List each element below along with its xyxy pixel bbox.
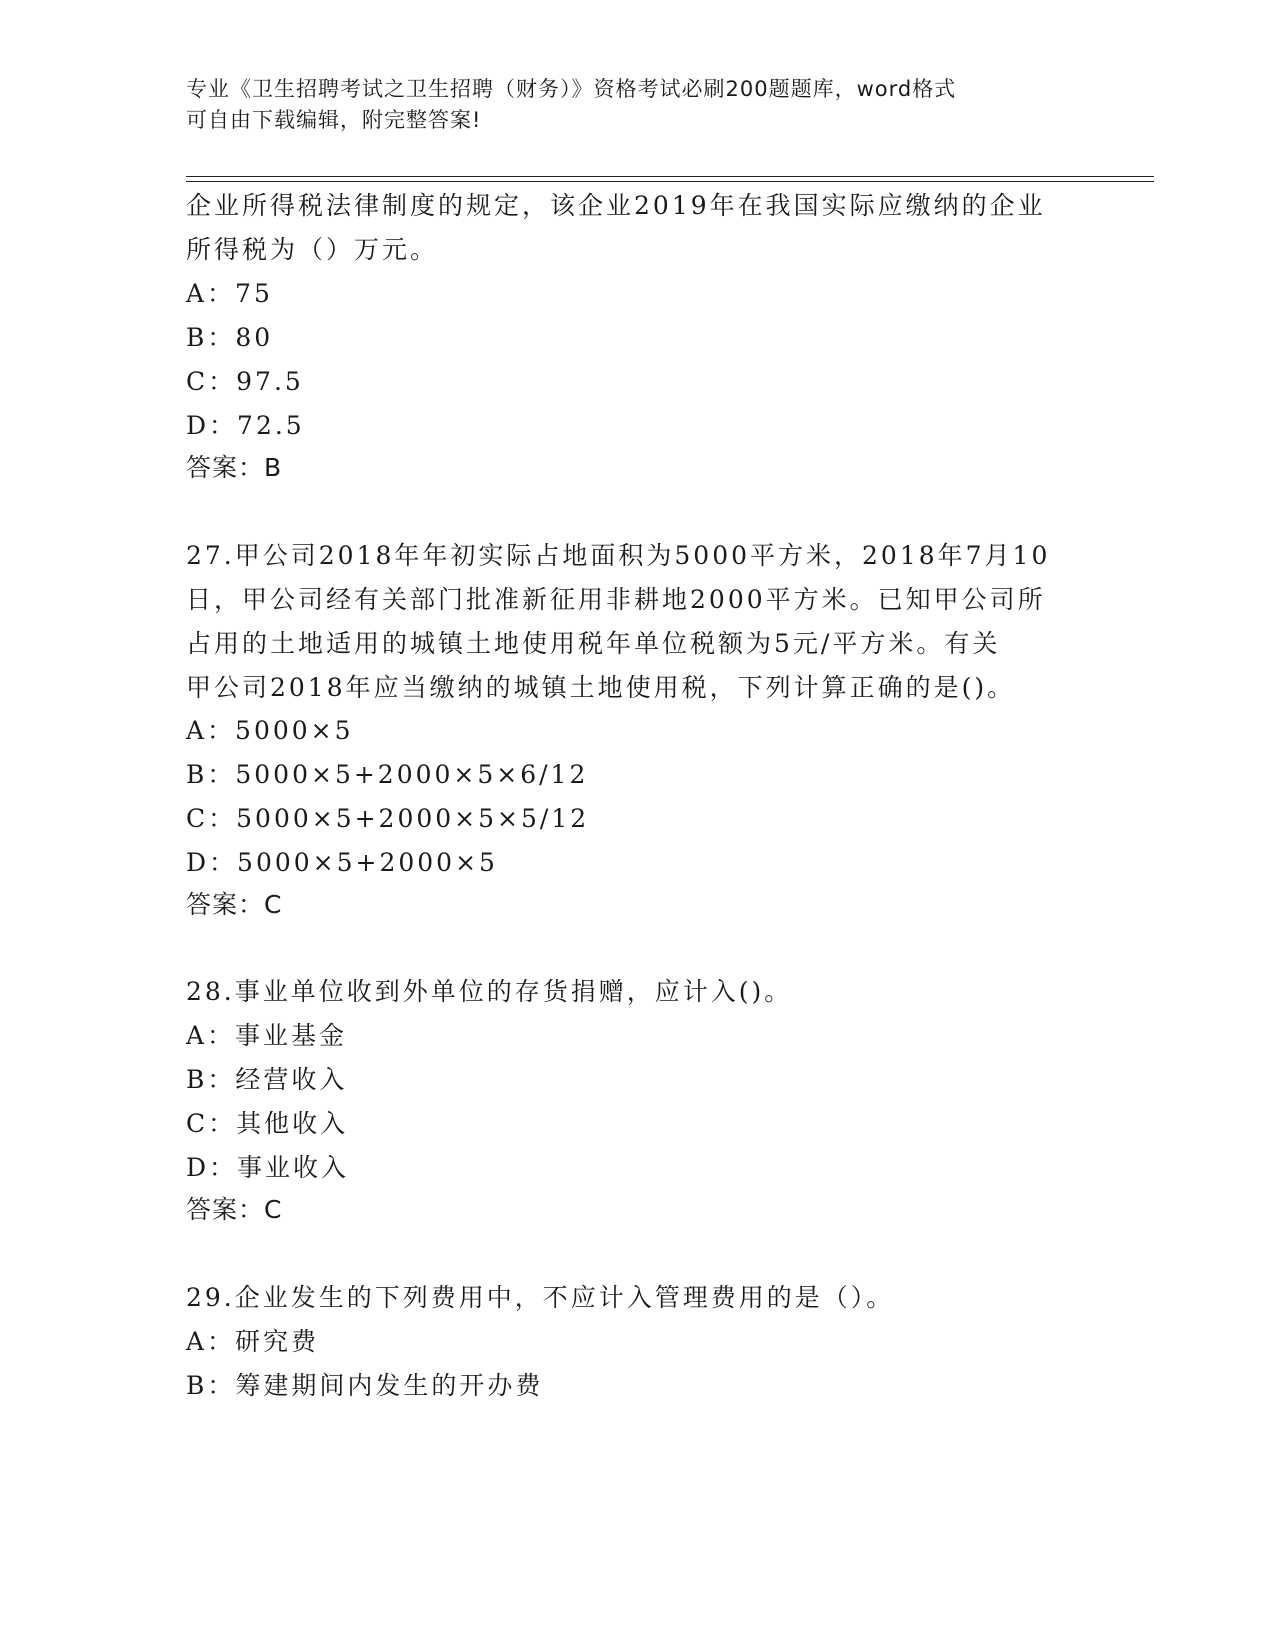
q27-stem-line-3: 占用的土地适用的城镇土地使用税年单位税额为5元/平方米。有关	[186, 629, 1001, 658]
q27-option-d: D：5000×5+2000×5	[186, 848, 498, 877]
q26-option-b: B：80	[186, 323, 274, 352]
q28-option-c: C：其他收入	[186, 1109, 349, 1138]
q29-stem-line-1: 29.企业发生的下列费用中，不应计入管理费用的是（）。	[186, 1283, 895, 1312]
q28-option-a: A：事业基金	[186, 1021, 348, 1050]
document-header	[186, 74, 1066, 136]
q28-stem-line-1: 28.事业单位收到外单位的存货捐赠，应计入()。	[186, 977, 793, 1006]
q26-answer: 答案：B	[186, 453, 283, 482]
q26-option-d: D：72.5	[186, 411, 305, 440]
header-line-1: 专业《卫生招聘考试之卫生招聘（财务）》资格考试必刷200题题库，word格式	[186, 77, 957, 101]
q27-option-b: B：5000×5+2000×5×6/12	[186, 760, 589, 789]
q29-option-a: A：研究费	[186, 1327, 320, 1356]
header-line-2: 可自由下载编辑，附完整答案!	[186, 108, 482, 132]
q26-option-c: C：97.5	[186, 367, 304, 396]
q28-option-d: D：事业收入	[186, 1153, 350, 1182]
q29-option-b: B：筹建期间内发生的开办费	[186, 1371, 544, 1400]
q26-stem-line-1: 企业所得税法律制度的规定，该企业2019年在我国实际应缴纳的企业	[186, 191, 1046, 220]
q27-option-c: C：5000×5+2000×5×5/12	[186, 804, 590, 833]
q27-stem-line-2: 日，甲公司经有关部门批准新征用非耕地2000平方米。已知甲公司所	[186, 585, 1046, 614]
q28-option-b: B：经营收入	[186, 1065, 348, 1094]
q27-answer: 答案：C	[186, 890, 283, 919]
q26-stem-line-2: 所得税为（）万元。	[186, 235, 439, 264]
header-divider-top	[186, 176, 1154, 177]
q28-answer: 答案：C	[186, 1195, 283, 1224]
q26-option-a: A：75	[186, 279, 273, 308]
q27-stem-line-4: 甲公司2018年应当缴纳的城镇土地使用税，下列计算正确的是()。	[186, 673, 1016, 702]
header-divider-bottom	[186, 181, 1154, 182]
q27-stem-line-1: 27.甲公司2018年年初实际占地面积为5000平方米，2018年7月10	[186, 541, 1051, 570]
q27-option-a: A：5000×5	[186, 716, 354, 745]
